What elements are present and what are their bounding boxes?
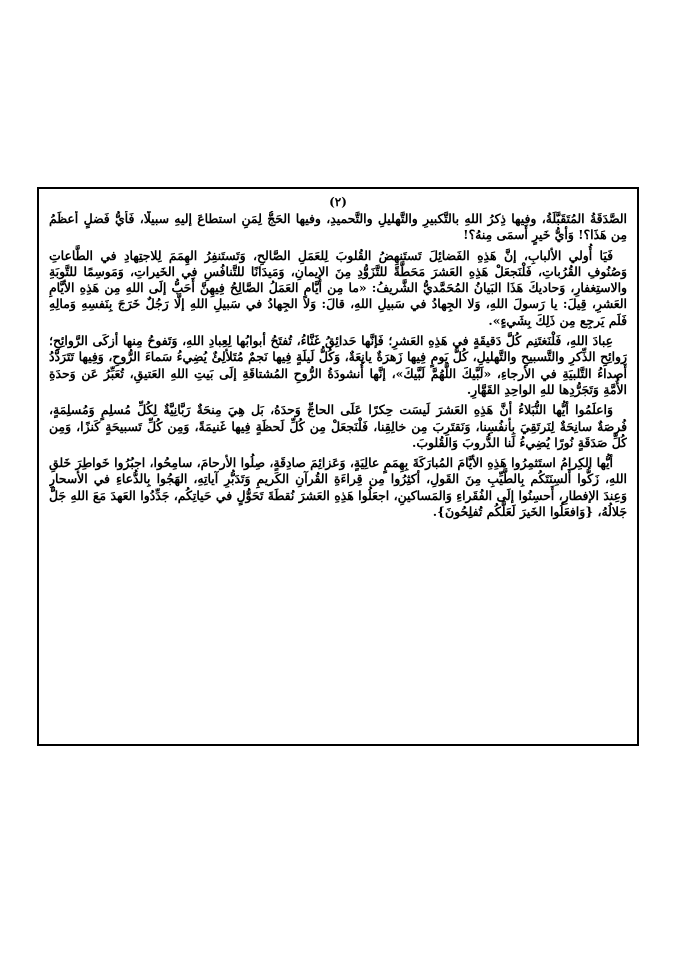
paragraph-3: عِبادَ اللهِ، فَلْنَغتَنِم كُلَّ دَقيقَةٍ في هَذِهِ العَشرِ؛ فَإنَّها حَدائِقُ غَنَّاءُ، تُفتَحُ أبوابُها لِعِبادِ اللهِ، وَتَفوحُ مِنها أزكَى الرَّوائِحِ؛ رَوائِحِ الذِّكرِ والتَّسبيحِ والتَّهليلِ، كُلُّ يَومٍ فِيها زَهرَةٌ يانِعَةٌ، وَكُلُّ لَيلَةٍ فِيها نَجمٌ مُتَلألِئٌ يُضِيءُ سَماءَ الرُّوحِ، وَفِيها تَتَرَدَّدُ أَصداءُ التَّلبيَةِ في الأرجاءِ، «لَبَّيكَ اللَّهُمَّ لَبَّيكَ»، إنَّها أُنشودَةُ الرُّوحِ المُشتاقَةِ إلَى بَيتِ اللهِ العَتيقِ، تُعَبِّرُ عَن وَحدَةِ الأُمَّةِ وَتَجَرُّدِها للهِ الواحِدِ القَهَّارِ. <box>49 333 627 397</box>
paragraph-1: الصَّدَقَةُ المُتَقَبَّلَةُ، وفيها ذِكرُ اللهِ بالتَّكبيرِ والتَّهليلِ والتَّحميدِ، وفيها الحَجُّ لِمَنِ استطاعَ إليهِ سبيلًا، فَأيُّ فَضلٍ أعظَمُ مِن هَذَا؟! وَأيُّ خَيرٍ أَسمَى مِنهُ؟! <box>49 211 627 243</box>
paragraph-4: وَاعلَمُوا أيُّها النُّبَلاءُ أنَّ هَذِهِ العَشرَ لَيسَت حِكرًا عَلَى الحاجِّ وَحدَهُ، بَل هِيَ مِنحَةٌ رَبَّانِيَّةٌ لِكُلِّ مُسلِمٍ وَمُسلِمَةٍ، فُرصَةٌ سانِحَةٌ لِنَرتَقِيَ بِأنفُسِنا، وَنَقتَرِبَ مِن خالِقِنا، فَلْنَجعَلْ مِن كُلِّ لَحظَةٍ فِيها غَنيمَةً، وَمِن كُلِّ تَسبيحَةٍ كَنزًا، وَمِن كُلِّ صَدَقَةٍ نُورًا يُضِيءُ لَنا الدُّروبَ وَالقُلوبَ. <box>49 402 627 450</box>
page-number: (٢) <box>329 195 347 209</box>
page-frame <box>37 187 639 746</box>
document-body <box>49 211 627 738</box>
paragraph-2: فَيَا أُولي الألبابِ، إنَّ هَذِهِ الفَضائِلَ تَستَنهِضُ القُلوبَ لِلعَمَلِ الصَّالحِ، وَتَستَنفِرُ الهِمَمَ لِلاجتِهادِ في الطَّاعاتِ وَصُنُوفِ القُرُباتِ، فَلْنَجعَلْ هَذِهِ العَشرَ مَحَطَّةً للتَّزَوُّدِ مِنَ الإيمانِ، وَمَيدَانًا للتَّنافُسِ في الخَيراتِ، وَمَوسِمًا للتَّوبَةِ والاستِغفارِ، وَحاديكَ هَذَا البَيانُ المُحَمَّديُّ الشَّريفُ: «ما مِن أيَّامٍ العَمَلُ الصَّالِحُ فِيهِنَّ أَحَبُّ إلَى اللهِ مِن هَذِهِ الأيَّامِ العَشرِ، قِيلَ: يا رَسولَ اللهِ، وَلا الجِهادُ في سَبيلِ اللهِ، قالَ: وَلا الجِهادُ في سَبيلِ اللهِ إلَّا رَجُلٌ خَرَجَ بِنَفسِهِ وَمالِهِ فَلَم يَرجِع مِن ذَلِكَ بِشَيءٍ». <box>49 247 627 328</box>
paragraph-5: أيُّها الكِرامُ استَثمِرُوا هَذِهِ الأيَّامَ المُبارَكَةَ بِهِمَمٍ عالِيَةٍ، وَعَزائِمَ صادِقَةٍ، صِلُوا الأرحامَ، سامِحُوا، اجبُرُوا خَواطِرَ خَلقِ اللهِ، زَكُّوا أَلسِنَتَكُم بِالطَّيِّبِ مِنَ القَولِ، أكثِرُوا مِن قِراءَةِ القُرآنِ الكَريمِ وَتَدَبُّرِ آياتِهِ، الهَجُوا بِالدُّعاءِ في الأسحارِ وَعِندَ الإفطارِ، أَحسِنُوا إلَى الفُقَراءِ وَالمَساكينِ، اجعَلُوا هَذِهِ العَشرَ نُقطَةَ تَحَوُّلٍ في حَياتِكُم، جَدِّدُوا العَهدَ مَعَ اللهِ جَلَّ جَلالُهُ، {وَافعَلُوا الخَيرَ لَعَلَّكُم تُفلِحُونَ}. <box>49 455 627 520</box>
